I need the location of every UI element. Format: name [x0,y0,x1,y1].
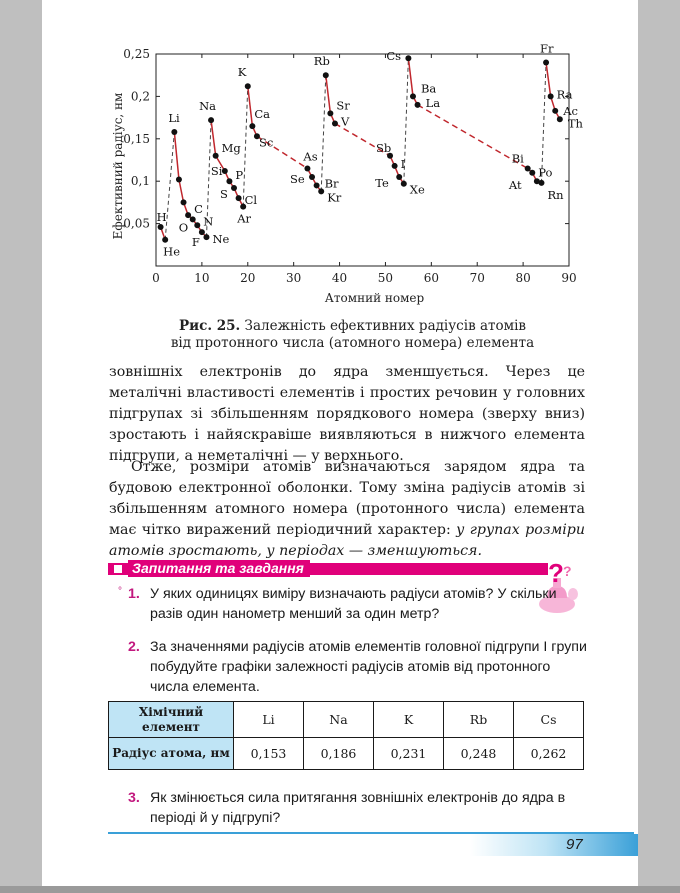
element-label: Br [324,176,339,191]
data-point [222,168,228,174]
data-point [203,234,209,240]
data-point [309,174,315,180]
data-point [185,212,191,218]
table-radius-k: 0,231 [374,738,444,770]
element-label: V [340,114,350,129]
data-point [525,165,531,171]
table-element-na: Na [304,702,374,738]
x-tick-label: 20 [240,271,256,285]
data-point [557,116,563,122]
element-label: Ra [556,87,573,102]
paragraph-1: зовнішніх електронів до ядра зменшується. Через це металічні властивості елементів і простих речовин у головних підгрупах зі збільшенням порядкового номера (зверху вниз) зростають і найяскравіше виявляються в нижчого елемента підгрупи, а неметалічні — у верхнього. [109,364,585,464]
trend-line [546,62,551,96]
svg-text:?: ? [548,560,564,588]
element-label: Rn [547,187,564,202]
data-point [323,72,329,78]
question-3 [128,788,588,828]
x-tick-label: 90 [561,271,577,285]
data-point [249,123,255,129]
element-label: Sr [336,98,350,113]
caption-line2: від протонного числа (атомного номера) елемента [170,335,535,351]
atomic-radius-chart [100,36,590,312]
period-jump-line [243,86,248,206]
data-point [245,83,251,89]
x-tick-label: 70 [469,271,485,285]
section-title: Запитання та завдання [128,560,310,577]
data-point [538,180,544,186]
element-label: O [178,220,189,235]
y-tick-label: 0,1 [130,174,150,189]
element-label: P [235,168,244,183]
section-square-icon [114,565,122,573]
element-label: Te [375,175,389,190]
question-1-marker: ° [118,586,122,597]
element-label: Na [199,99,216,114]
question-2 [128,637,588,697]
data-point [552,108,558,114]
data-point [543,59,549,65]
svg-text:?: ? [563,563,572,579]
element-label: At [508,178,522,193]
y-tick-label: 0,2 [130,89,150,104]
y-axis-label: Ефективний радіус, нм [111,92,125,240]
y-tick-label: 0,15 [123,131,150,146]
table-element-li: Li [234,702,304,738]
element-label: Ba [420,81,437,96]
data-point [194,222,200,228]
element-label: Cl [244,193,258,208]
element-label: Ar [237,211,252,226]
element-label: Ca [254,107,271,122]
data-point [162,237,168,243]
trend-line [211,120,216,156]
trend-line [248,86,253,126]
data-point [410,93,416,99]
element-label: Ac [563,103,578,118]
x-tick-label: 40 [331,271,348,285]
element-label: Sb [376,140,392,155]
table-radius-na: 0,186 [304,738,374,770]
data-point [314,182,320,188]
table-radius-rb: 0,248 [444,738,514,770]
x-tick-label: 80 [515,271,531,285]
element-label: Bi [511,151,524,166]
element-label: Si [210,164,223,179]
paragraph-2-text: Отже, розміри атомів визначаються зарядом ядра та будовою електронної оболонки. Тому зміна радіусів атомів зі збільшенням атомного номера (протонного числа) елемента має чітко виражений періодичний характер: [109,459,585,538]
x-tick-label: 0 [152,271,160,285]
question-3-text: Як змінюється сила притягання зовнішніх електронів до ядра в періоді й у підгрупі? [150,790,566,826]
table-row-radius [109,738,584,770]
page-number: 97 [566,836,583,853]
question-1-text: У яких одиницях виміру визначають радіуси атомів? У скільки разів один нанометр менший за один метр? [150,586,557,622]
element-label: I [400,156,406,171]
element-label: S [220,186,228,201]
data-point [318,188,324,194]
section-heading [108,560,558,577]
paragraph-2-emphasis: у групах розміри атомів зростають, у періодах — зменшуються. [109,522,586,559]
data-point [548,93,554,99]
question-3-number: 3. [128,790,140,806]
page-bottom-edge [0,886,680,893]
element-label: La [425,95,441,110]
element-label: Se [290,171,305,186]
table-row-label: Радіус атома, нм [109,738,234,770]
element-label: Li [168,111,180,126]
element-label: Th [567,116,583,131]
x-tick-label: 60 [423,271,439,285]
element-label: Sc [258,135,274,150]
x-tick-label: 30 [286,271,302,285]
data-point [304,165,310,171]
x-axis-label: Атомний номер [324,291,425,305]
chart-points [158,55,563,242]
element-label: Po [538,165,553,180]
element-label: Ne [212,232,230,247]
table-element-cs: Cs [514,702,584,738]
data-point [327,110,333,116]
data-point [332,121,338,127]
data-point [415,102,421,108]
radius-table [108,701,584,770]
chart-labels [157,41,584,258]
trend-line [408,58,413,96]
element-label: Fr [540,41,554,56]
question-2-text: За значеннями радіусів атомів елементів головної підгрупи І групи побудуйте графіки залежності радіусів атомів від протонного числа елемента. [150,639,587,695]
element-label: F [191,235,200,250]
data-point [213,153,219,159]
question-2-number: 2. [128,639,140,655]
element-label: C [194,202,203,217]
trend-line [326,75,331,113]
element-label: Rb [313,54,330,69]
x-tick-label: 50 [377,271,394,285]
paragraph-2 [109,457,585,562]
data-point [529,170,535,176]
data-point [190,216,196,222]
y-tick-label: 0,25 [123,47,150,61]
data-point [208,117,214,123]
trend-line [174,132,179,179]
table-radius-cs: 0,262 [514,738,584,770]
period-jump-line [321,75,326,191]
element-label: K [237,65,247,80]
table-row-header [109,702,584,738]
element-label: Kr [327,190,342,205]
data-point [401,181,407,187]
figure-caption [150,318,555,352]
data-point [158,224,164,230]
table-radius-li: 0,153 [234,738,304,770]
data-point [226,178,232,184]
element-label: Mg [221,140,241,155]
question-1 [118,584,588,624]
data-point [171,129,177,135]
data-point [236,195,242,201]
data-point [176,177,182,183]
chart-axes [111,47,577,305]
table-element-k: K [374,702,444,738]
table-element-rb: Rb [444,702,514,738]
question-1-number: 1. [128,586,140,602]
element-label: Xe [409,182,425,197]
caption-line1: Залежність ефективних радіусів атомів [240,318,527,334]
element-label: N [203,214,214,229]
element-label: He [163,244,181,259]
element-label: Cs [386,49,402,64]
trend-line [179,180,184,203]
data-point [231,185,237,191]
chart-lines [161,58,560,239]
footer-band [470,834,638,856]
x-tick-label: 10 [194,271,210,285]
element-label: As [303,149,318,164]
data-point [392,163,398,169]
data-point [396,174,402,180]
caption-label: Рис. 25. [178,318,241,334]
element-label: H [156,209,167,224]
table-header-label: Хімічний елемент [109,702,234,738]
data-point [405,55,411,61]
y-tick-label: 0,05 [123,216,150,231]
data-point [181,199,187,205]
